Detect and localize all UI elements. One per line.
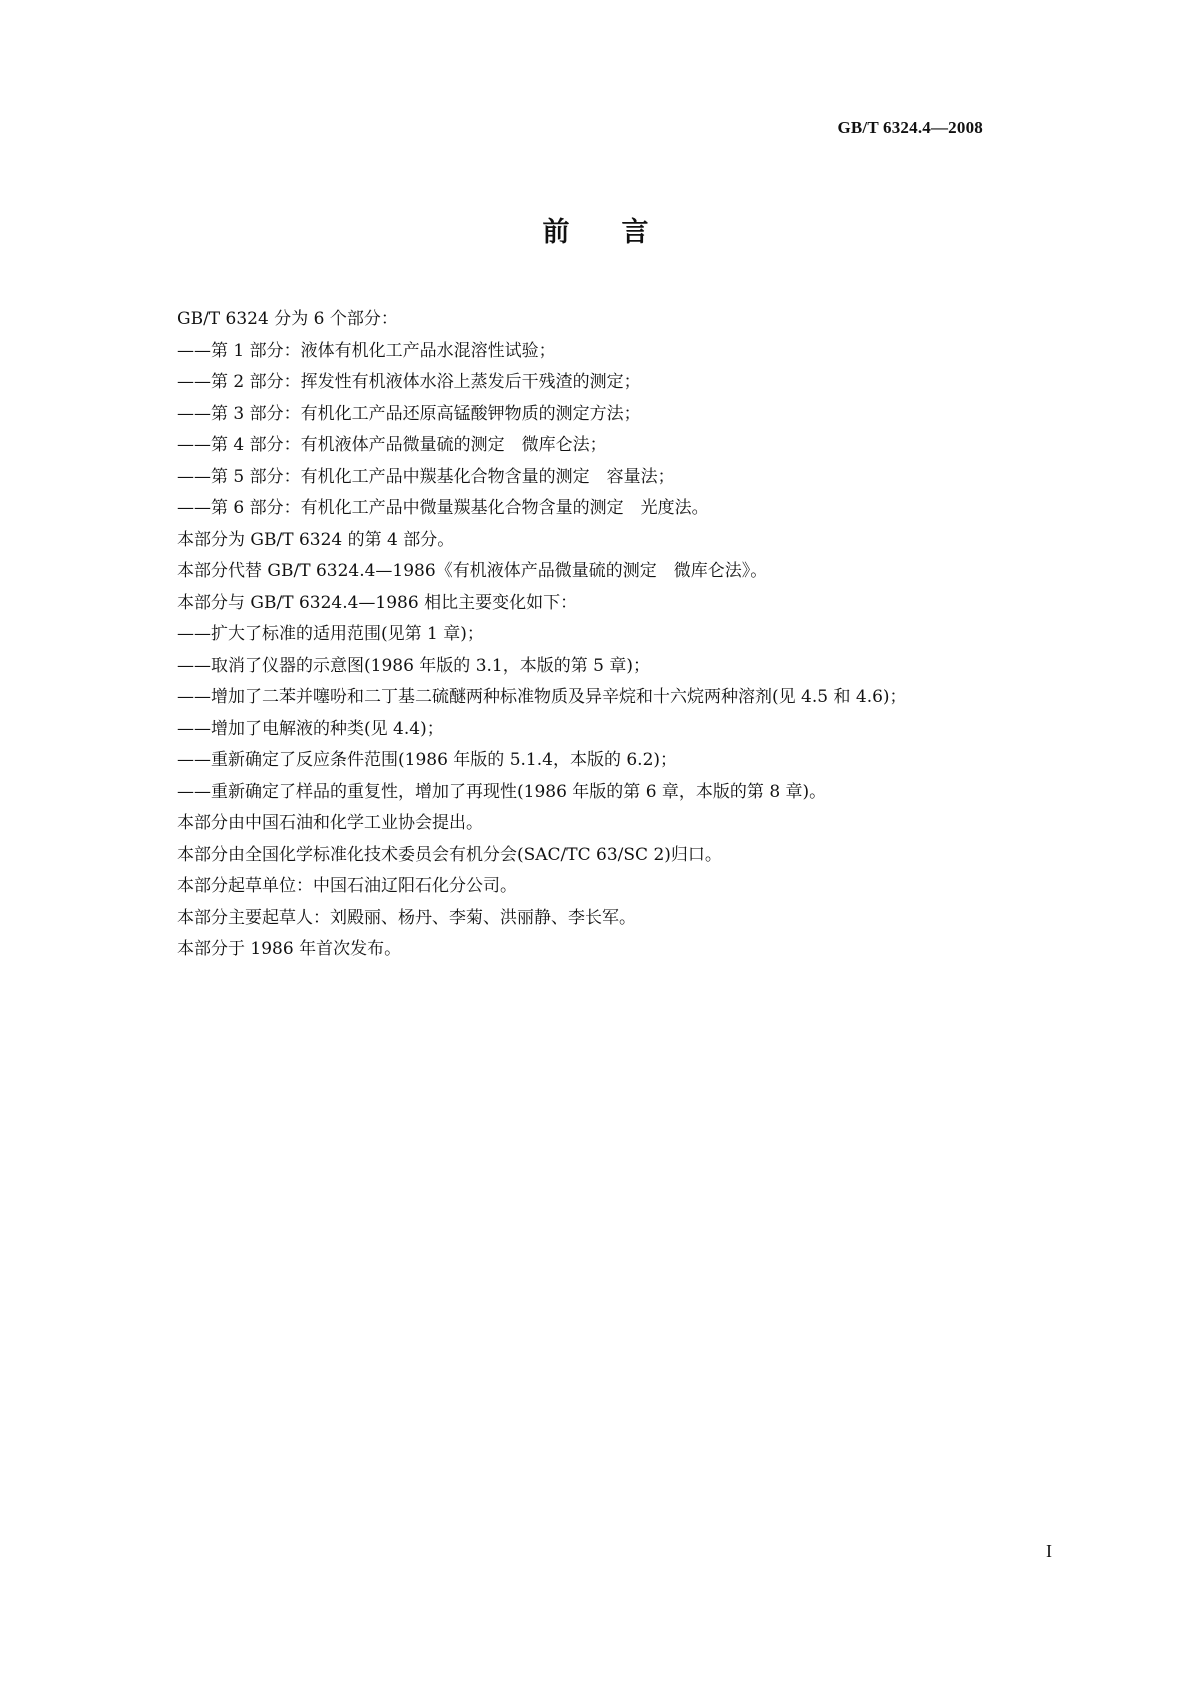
paragraph-intro: GB/T 6324 分为 6 个部分： — [177, 309, 398, 329]
list-item-change-5: ——重新确定了反应条件范围(1986 年版的 5.1.4，本版的 6.2)； — [177, 750, 678, 770]
list-item-part-2: ——第 2 部分：挥发性有机液体水浴上蒸发后干残渣的测定； — [177, 372, 641, 392]
list-item-part-1: ——第 1 部分：液体有机化工产品水混溶性试验； — [177, 340, 556, 361]
paragraph-part-of: 本部分为 GB/T 6324 的第 4 部分。 — [177, 529, 455, 550]
list-item-change-3: ——增加了二苯并噻吩和二丁基二硫醚两种标准物质及异辛烷和十六烷两种溶剂(见 4.5 和 4.6)； — [177, 687, 907, 707]
page-title: 前言 — [542, 217, 701, 248]
list-item-part-3: ——第 3 部分：有机化工产品还原高锰酸钾物质的测定方法； — [177, 403, 641, 424]
paragraph-managed-by: 本部分由全国化学标准化技术委员会有机分会(SAC/TC 63/SC 2)归口。 — [177, 844, 722, 865]
page-number: I — [1046, 1541, 1052, 1561]
list-item-change-6: ——重新确定了样品的重复性，增加了再现性(1986 年版的第 6 章，本版的第 8 章)。 — [177, 781, 827, 802]
paragraph-drafters: 本部分主要起草人：刘殿丽、杨丹、李菊、洪丽静、李长军。 — [177, 907, 636, 928]
foreword-body — [177, 304, 1057, 966]
list-item-change-2: ——取消了仪器的示意图(1986 年版的 3.1，本版的第 5 章)； — [177, 655, 650, 676]
list-item-part-6: ——第 6 部分：有机化工产品中微量羰基化合物含量的测定 光度法。 — [177, 498, 709, 518]
paragraph-first-published: 本部分于 1986 年首次发布。 — [177, 939, 402, 959]
list-item-change-4: ——增加了电解液的种类(见 4.4)； — [177, 718, 444, 739]
paragraph-changes-intro: 本部分与 GB/T 6324.4—1986 相比主要变化如下： — [177, 592, 578, 613]
list-item-part-5: ——第 5 部分：有机化工产品中羰基化合物含量的测定 容量法； — [177, 466, 675, 487]
list-item-change-1: ——扩大了标准的适用范围(见第 1 章)； — [177, 624, 484, 644]
paragraph-proposed-by: 本部分由中国石油和化学工业协会提出。 — [177, 813, 483, 833]
list-item-part-4: ——第 4 部分：有机液体产品微量硫的测定 微库仑法； — [177, 435, 607, 455]
paragraph-replaces: 本部分代替 GB/T 6324.4—1986《有机液体产品微量硫的测定 微库仑法》。 — [177, 561, 768, 581]
standard-number: GB/T 6324.4—2008 — [837, 118, 983, 137]
paragraph-drafting-unit: 本部分起草单位：中国石油辽阳石化分公司。 — [177, 876, 517, 896]
